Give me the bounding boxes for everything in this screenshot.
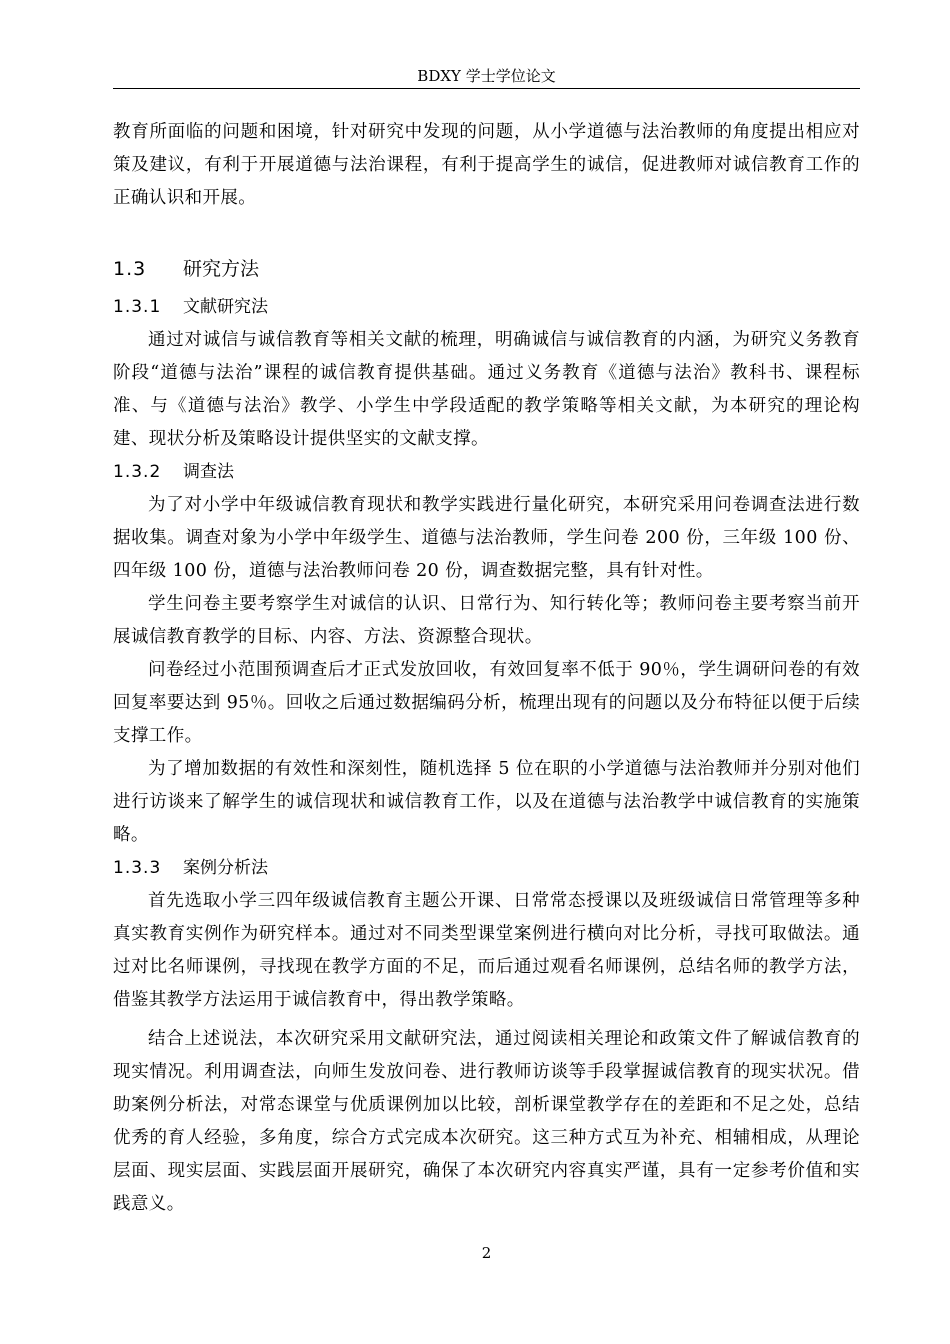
paragraph: 为了对小学中年级诚信教育现状和教学实践进行量化研究，本研究采用问卷调查法进行数据收集。调查对象为小学中年级学生、道德与法治教师，学生问卷 200 份，三年级 100 份、四年级 100 份，道德与法治教师问卷 20 份，调查数据完整，具有针对性。 xyxy=(113,495,860,581)
running-header: BDXY 学士学位论文 xyxy=(417,67,556,85)
subsection-heading-3 xyxy=(113,852,860,885)
subsection-number: 1.3.1 xyxy=(113,297,162,317)
paragraph: 首先选取小学三四年级诚信教育主题公开课、日常常态授课以及班级诚信日常管理等多种真实教育实例作为研究样本。通过对不同类型课堂案例进行横向对比分析，寻找可取做法。通过对比名师课例，寻找现在教学方面的不足，而后通过观看名师课例，总结名师的教学方法，借鉴其教学方法运用于诚信教育中，得出教学策略。 xyxy=(113,891,860,1010)
paragraph: 为了增加数据的有效性和深刻性，随机选择 5 位在职的小学道德与法治教师并分别对他们进行访谈来了解学生的诚信现状和诚信教育工作，以及在道德与法治教学中诚信教育的实施策略。 xyxy=(113,759,860,845)
paragraph: 问卷经过小范围预调查后才正式发放回收，有效回复率不低于 90％，学生调研问卷的有效回复率要达到 95％。回收之后通过数据编码分析，梳理出现有的问题以及分布特征以便于后续支撑工作。 xyxy=(113,660,860,746)
subsection-title: 调查法 xyxy=(183,462,234,482)
subsection-heading-2 xyxy=(113,456,860,489)
header-rule xyxy=(113,88,860,89)
subsection-title: 文献研究法 xyxy=(183,297,268,317)
subsection-number: 1.3.2 xyxy=(113,462,162,482)
section-number: 1.3 xyxy=(113,258,147,280)
page-content xyxy=(113,116,860,1221)
subsection-title: 案例分析法 xyxy=(183,858,268,878)
subsection-number: 1.3.3 xyxy=(113,858,162,878)
paragraph: 通过对诚信与诚信教育等相关文献的梳理，明确诚信与诚信教育的内涵，为研究义务教育阶段“道德与法治”课程的诚信教育提供基础。通过义务教育《道德与法治》教科书、课程标准、与《道德与法治》教学、小学生中学段适配的教学策略等相关文献，为本研究的理论构建、现状分析及策略设计提供坚实的文献支撑。 xyxy=(113,330,860,449)
section-title: 研究方法 xyxy=(183,258,260,280)
section-heading xyxy=(113,253,860,285)
page-number: 2 xyxy=(481,1244,492,1262)
intro-paragraph: 教育所面临的问题和困境，针对研究中发现的问题，从小学道德与法治教师的角度提出相应对策及建议，有利于开展道德与法治课程，有利于提高学生的诚信，促进教师对诚信教育工作的正确认识和开展。 xyxy=(113,122,860,208)
paragraph: 学生问卷主要考察学生对诚信的认识、日常行为、知行转化等；教师问卷主要考察当前开展诚信教育教学的目标、内容、方法、资源整合现状。 xyxy=(113,594,860,647)
subsection-heading-1 xyxy=(113,291,860,324)
paragraph: 结合上述说法，本次研究采用文献研究法，通过阅读相关理论和政策文件了解诚信教育的现实情况。利用调查法，向师生发放问卷、进行教师访谈等手段掌握诚信教育的现实状况。借助案例分析法，对常态课堂与优质课例加以比较，剖析课堂教学存在的差距和不足之处，总结优秀的育人经验，多角度，综合方式完成本次研究。这三种方式互为补充、相辅相成，从理论层面、现实层面、实践层面开展研究，确保了本次研究内容真实严谨，具有一定参考价值和实践意义。 xyxy=(113,1029,860,1214)
